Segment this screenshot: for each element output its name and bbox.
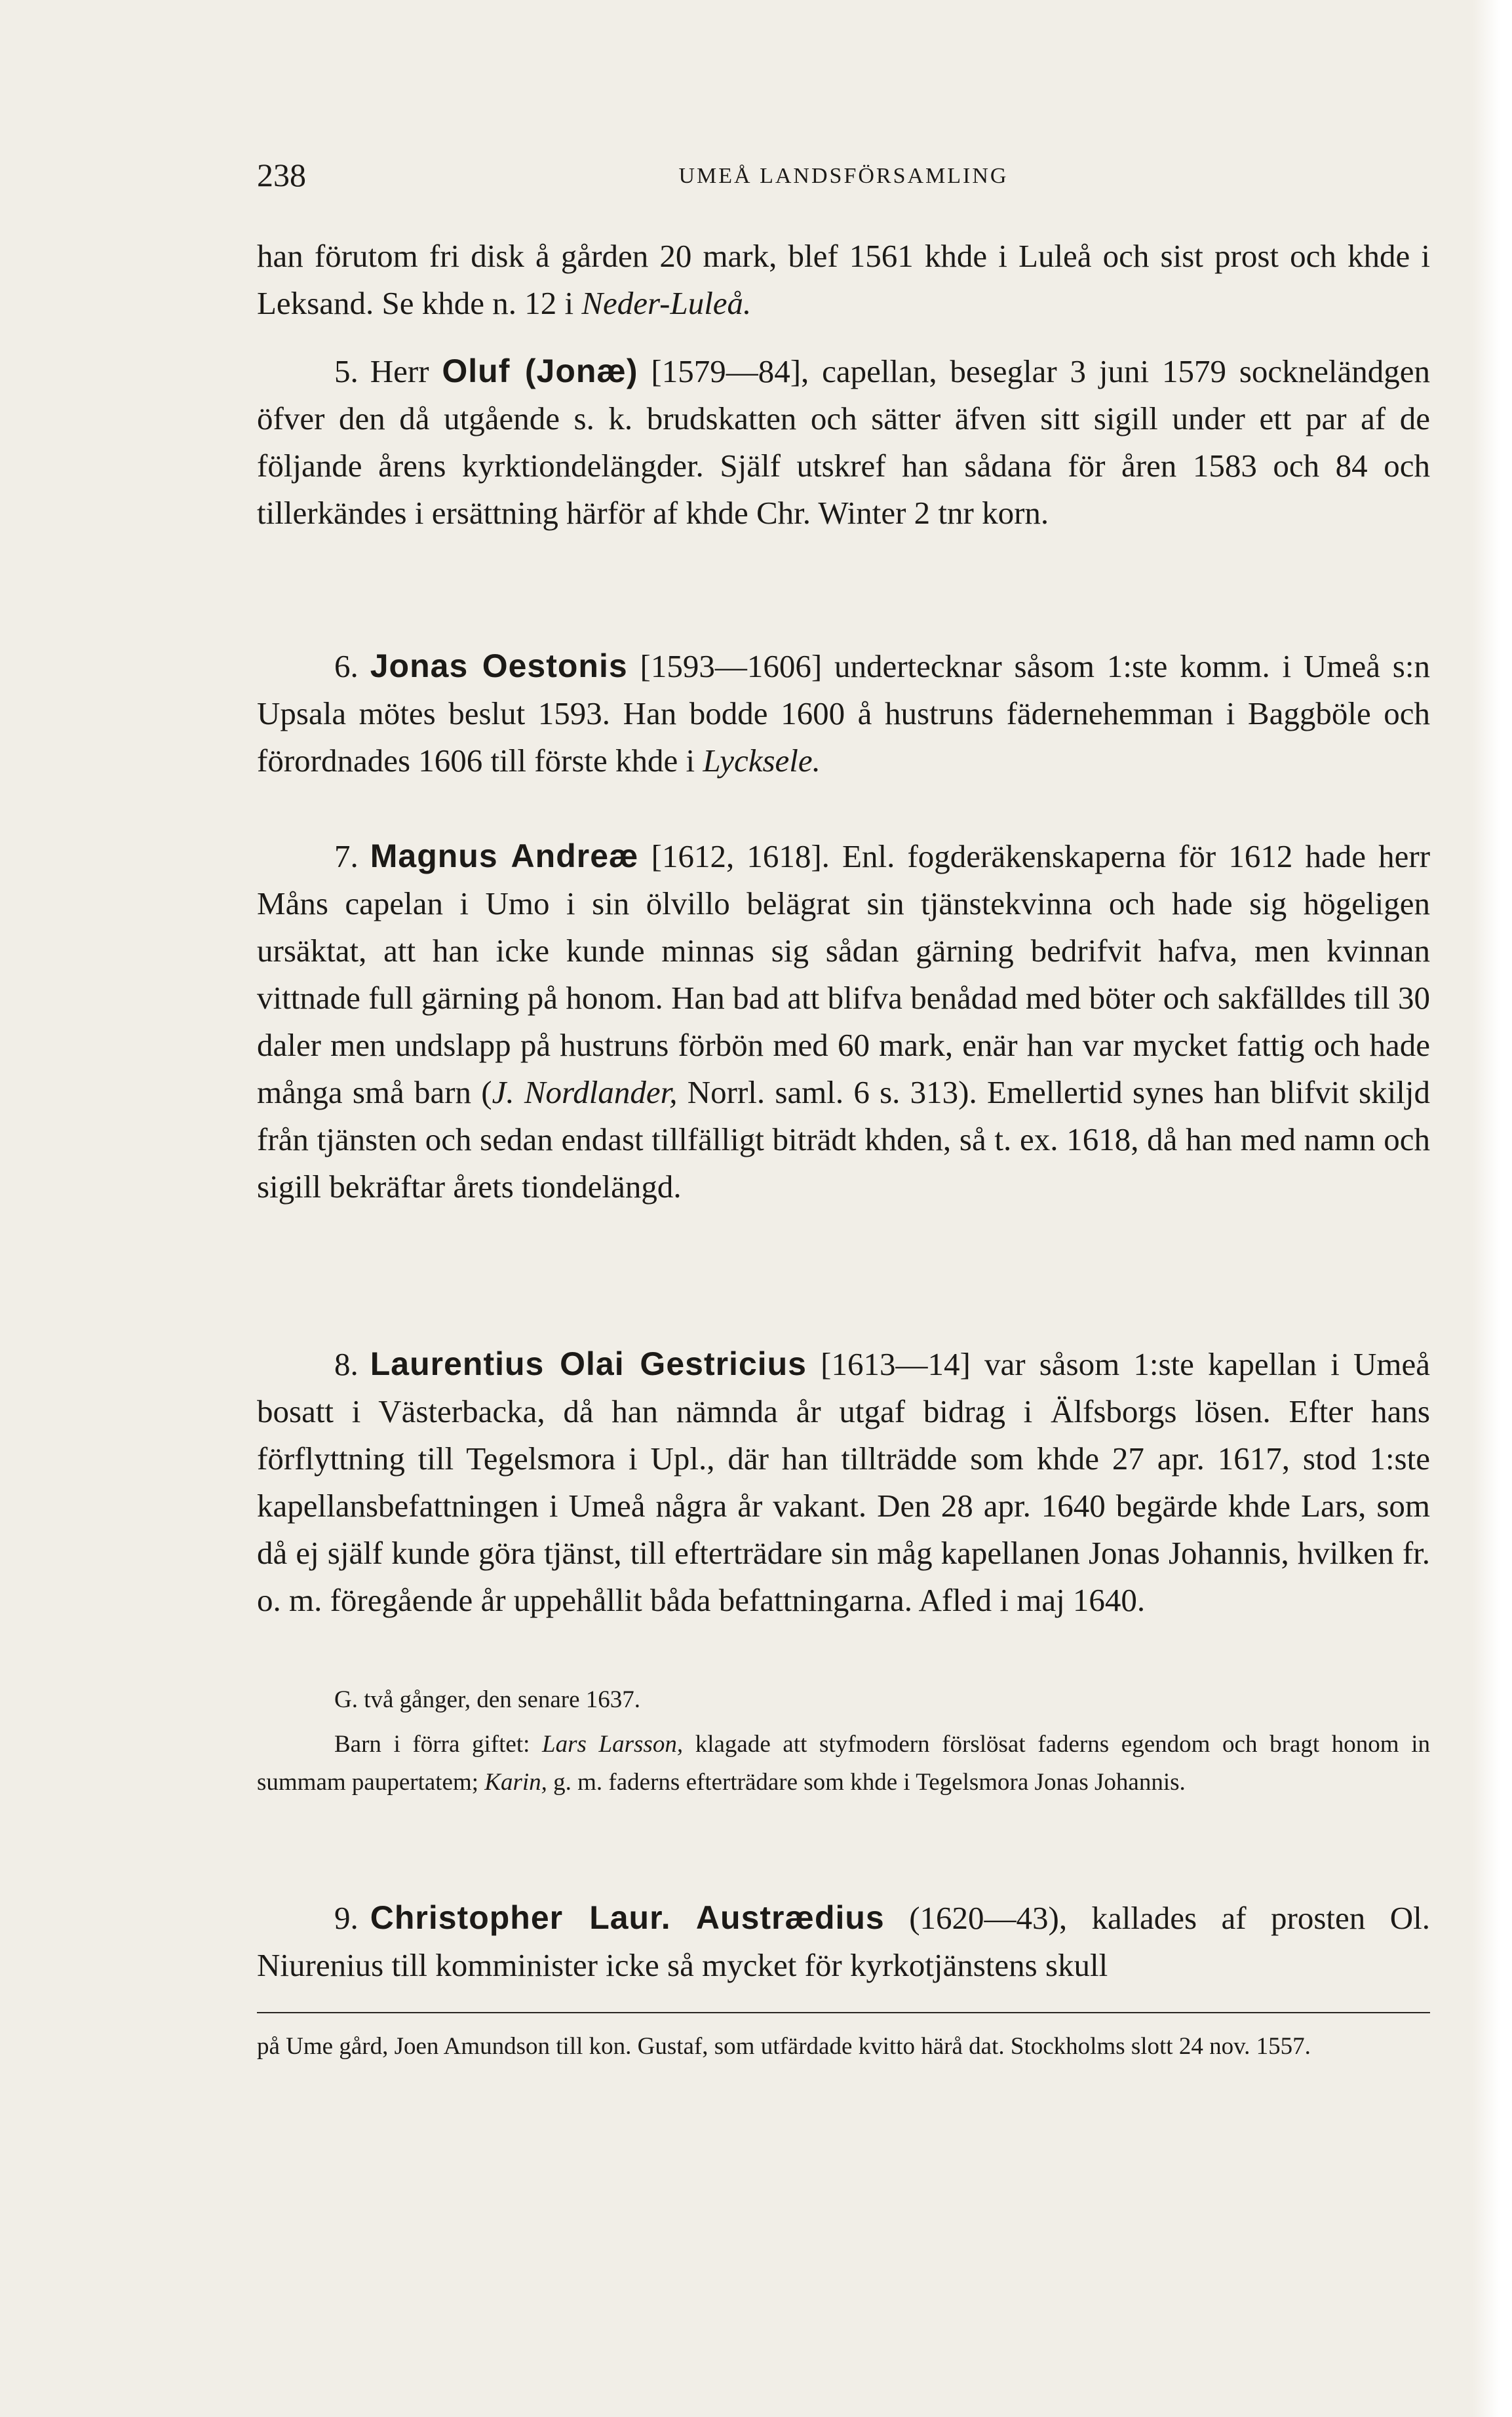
- child-name: Karin,: [484, 1769, 547, 1796]
- entry-7: [257, 832, 1430, 1210]
- entry-5: [257, 347, 1430, 537]
- child-name: Lars Larsson,: [542, 1731, 684, 1758]
- page-edge: [1473, 0, 1512, 2417]
- entry-number: 7.: [334, 838, 359, 874]
- entry-number: 6.: [334, 648, 359, 684]
- entry-8-notes: [257, 1681, 1430, 1802]
- citation-author: J. Nordlander,: [492, 1074, 678, 1110]
- entry-text: (1620—43), kallades af prosten Ol. Niurenius till komminister icke så mycket för kyrkotjänstens skull: [257, 1900, 1430, 1983]
- entry-text: [1612, 1618]. Enl. fogderäkenskaperna för 1612 hade herr Måns capelan i Umo i sin ölvillo belägrat sin tjänstekvinna och hade sig högeligen ursäktat, att han icke kunde minnas sig sådan gärning bedrifvit hafva, men kvinnan vittnade full gärning på honom. Han bad att blifva benådad med böter och sakfälldes till 30 daler men undslapp på hustruns förbön med 60 mark, enär han var mycket fattig och hade många små barn (: [257, 838, 1431, 1110]
- place-name: Lycksele.: [703, 743, 821, 779]
- entry-name: Magnus Andreæ: [370, 838, 639, 874]
- entry-text-cont: Norrl. saml. 6 s. 313). Emellertid synes han blifvit skiljd från tjänsten och sedan endast tillfälligt biträdt khden, så t. ex. 1618, då han med namn och sigill bekräftar årets tiondelängd.: [257, 1074, 1430, 1205]
- entry-number: 9.: [334, 1900, 359, 1936]
- entry-8: [257, 1340, 1430, 1624]
- paragraph-text: han förutom fri disk å gården 20 mark, blef 1561 khde i Luleå och sist prost och khde i Leksand. Se khde n. 12 i: [257, 238, 1430, 321]
- entry-number: 5.: [334, 353, 359, 389]
- page-header: [257, 156, 1430, 202]
- entry-name: Jonas Oestonis: [370, 648, 628, 684]
- entry-name: Christopher Laur. Austrædius: [370, 1899, 885, 1936]
- footnote-text: på Ume gård, Joen Amundson till kon. Gustaf, som utfärdade kvitto härå dat. Stockholms slott 24 nov. 1557.: [257, 2033, 1311, 2060]
- running-title: UMEÅ LANDSFÖRSAMLING: [678, 164, 1009, 188]
- entry-prefix: Herr: [370, 353, 429, 389]
- entry-number: 8.: [334, 1346, 359, 1382]
- entry-9: [257, 1894, 1430, 1989]
- entry-text: [1593—1606] undertecknar såsom 1:ste komm. i Umeå s:n Upsala mötes beslut 1593. Han bodde 1600 å hustruns fädernehemman i Baggböle och förordnades 1606 till förste khde i: [257, 648, 1430, 779]
- entry-name: Oluf (Jonæ): [442, 353, 638, 389]
- note-line: G. två gånger, den senare 1637.: [334, 1686, 641, 1713]
- paragraph-continuation: [257, 233, 1430, 327]
- note-children: Barn i förra giftet: Lars Larsson, klagade att styfmodern förslösat faderns egendom och bragt honom in summam paupertatem; Karin, g. m. faderns efterträdare som khde i Tegelsmora Jonas Johannis.: [257, 1731, 1430, 1796]
- entry-6: [257, 642, 1430, 784]
- entry-text: [1579—84], capellan, beseglar 3 juni 1579 sockneländgen öfver den då utgående s. k. brudskatten och sätter äfven sitt sigill under ett par af de följande årens kyrktiondelängder. Själf utskref han sådana för åren 1583 och 84 och tillerkändes i ersättning härför af khde Chr. Winter 2 tnr korn.: [257, 353, 1430, 531]
- entry-text: [1613—14] var såsom 1:ste kapellan i Umeå bosatt i Västerbacka, då han nämnda år utgaf bidrag i Älfsborgs lösen. Efter hans förflyttning till Tegelsmora i Upl., där han tillträdde som khde 27 apr. 1617, stod 1:ste kapellansbefattningen i Umeå några år vakant. Den 28 apr. 1640 begärde khde Lars, som då ej själf kunde göra tjänst, till efterträdare sin måg kapellanen Jonas Johannis, hvilken fr. o. m. föregående år uppehållit båda befattningarna. Afled i maj 1640.: [257, 1346, 1430, 1618]
- page-number: 238: [257, 157, 306, 193]
- place-name: Neder-Luleå.: [581, 285, 752, 321]
- entry-name: Laurentius Olai Gestricius: [370, 1345, 807, 1382]
- footnote: [257, 2012, 1430, 2066]
